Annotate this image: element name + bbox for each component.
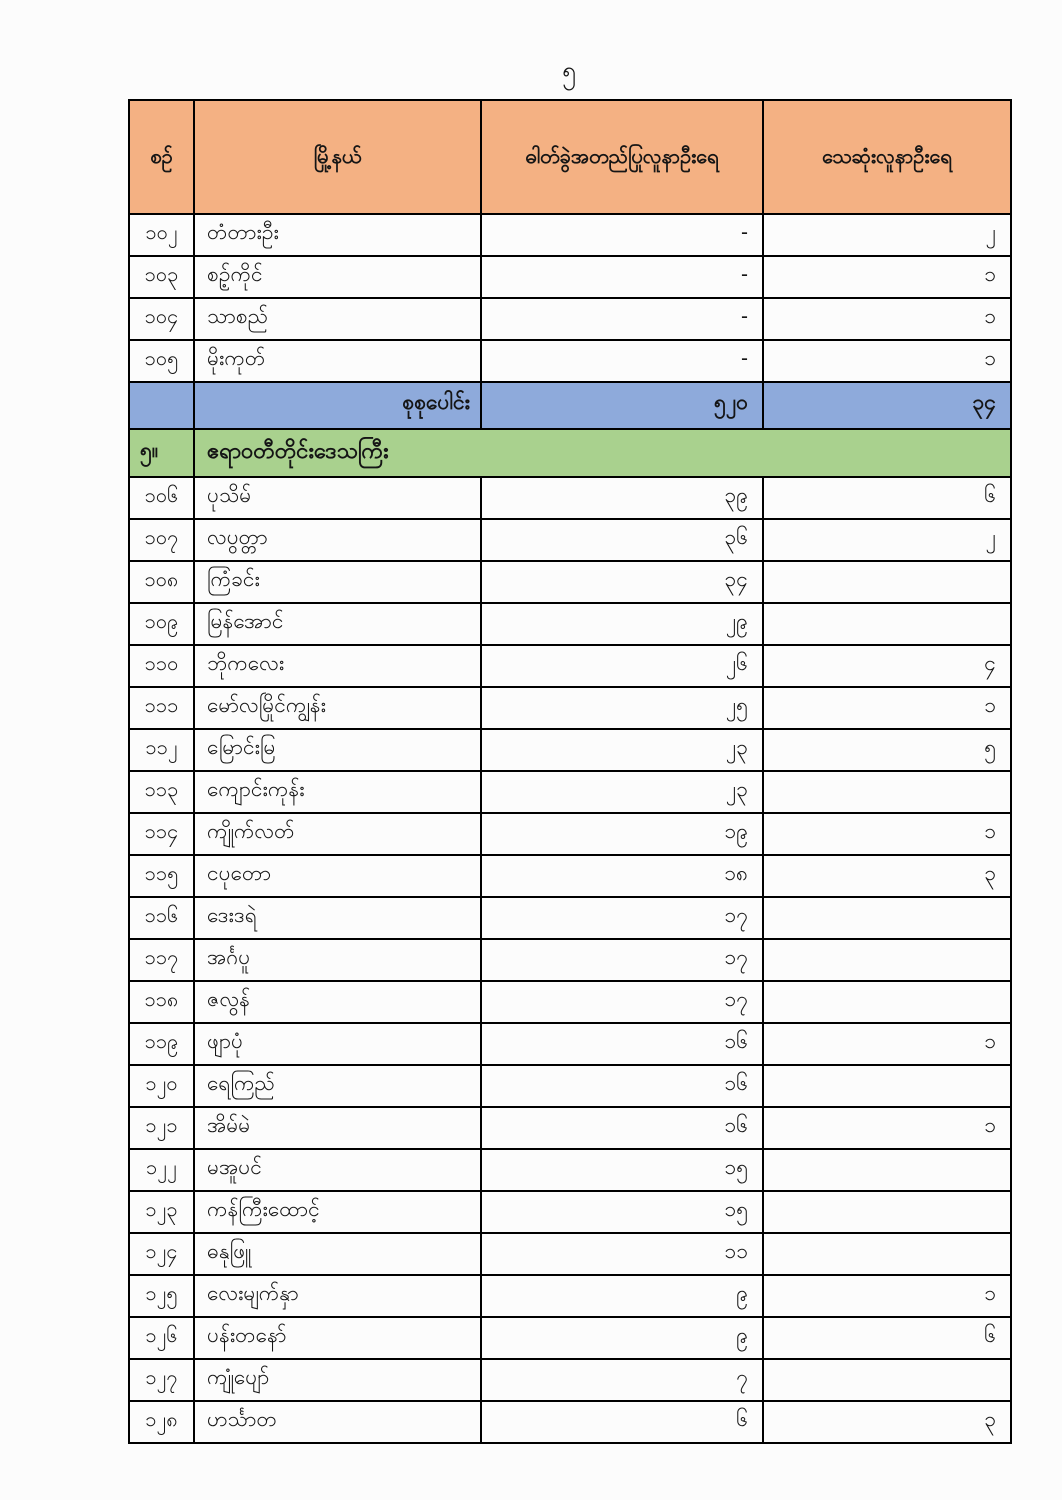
cell-confirmed-count: - [481,340,763,382]
total-confirmed-count: ၅၂၀ [481,382,763,429]
cell-township-name: ကန်ကြီးထောင့် [194,1191,481,1233]
cell-death-count [763,897,1011,939]
cell-confirmed-count: ၃၆ [481,519,763,561]
table-row [129,1023,1011,1065]
cell-death-count: ၆ [763,1317,1011,1359]
cell-serial-no: ၁၀၆ [129,477,194,519]
table-row [129,813,1011,855]
cell-serial-no: ၁၁၉ [129,1023,194,1065]
cell-confirmed-count: ၁၆ [481,1023,763,1065]
cell-confirmed-count: ၁၅ [481,1191,763,1233]
cell-confirmed-count: ၁၆ [481,1065,763,1107]
cell-serial-no: ၁၁၀ [129,645,194,687]
cell-township-name: ကျုံပျော် [194,1359,481,1401]
cell-death-count: ၂ [763,519,1011,561]
table-row [129,1065,1011,1107]
cell-death-count: ၅ [763,729,1011,771]
cell-serial-no: ၁၁၅ [129,855,194,897]
cell-township-name: ဟင်္သာတ [194,1401,481,1443]
cell-township-name: မိုးကုတ် [194,340,481,382]
header-lab-confirmed-cases: ဓါတ်ခွဲအတည်ပြုလူနာဦးရေ [481,100,763,214]
table-row [129,298,1011,340]
cell-township-name: ငပုတော [194,855,481,897]
table-row [129,477,1011,519]
cell-township-name: ဇလွန် [194,981,481,1023]
header-deaths: သေဆုံးလူနာဦးရေ [763,100,1011,214]
cell-serial-no: ၁၀၉ [129,603,194,645]
cell-death-count [763,1359,1011,1401]
table-header-row [129,100,1011,214]
cell-death-count [763,771,1011,813]
table-row [129,561,1011,603]
township-cases-table [128,99,1012,1444]
cell-serial-no: ၁၁၃ [129,771,194,813]
table-row [129,939,1011,981]
cell-confirmed-count: ၁၉ [481,813,763,855]
cell-township-name: တံတားဦး [194,214,481,256]
cell-township-name: ပန်းတနော် [194,1317,481,1359]
cell-serial-no: ၁၂၈ [129,1401,194,1443]
cell-confirmed-count: ၂၅ [481,687,763,729]
cell-serial-no: ၁၂၃ [129,1191,194,1233]
cell-confirmed-count: ၁၆ [481,1107,763,1149]
cell-death-count: ၁ [763,256,1011,298]
header-township: မြို့နယ် [194,100,481,214]
cell-death-count: ၃ [763,855,1011,897]
cell-township-name: ကြံခင်း [194,561,481,603]
cell-death-count: ၁ [763,1275,1011,1317]
table-row [129,897,1011,939]
cell-serial-no: ၁၀၃ [129,256,194,298]
cell-township-name: လေးမျက်နှာ [194,1275,481,1317]
cell-confirmed-count: ၂၃ [481,729,763,771]
cell-death-count [763,939,1011,981]
table-row [129,256,1011,298]
cell-serial-no: ၁၁၁ [129,687,194,729]
cell-death-count: ၁ [763,340,1011,382]
cell-death-count: ၁ [763,813,1011,855]
table-body [129,214,1011,1443]
cell-township-name: ဒေးဒရဲ [194,897,481,939]
header-serial-no: စဉ် [129,100,194,214]
cell-serial-no: ၁၂၅ [129,1275,194,1317]
cell-confirmed-count: ၁၇ [481,981,763,1023]
region-section-number: ၅။ [129,429,194,477]
table-row [129,1191,1011,1233]
cell-township-name: မအူပင် [194,1149,481,1191]
table-row [129,855,1011,897]
total-death-count: ၃၄ [763,382,1011,429]
region-section-row [129,429,1011,477]
cell-serial-no: ၁၁၂ [129,729,194,771]
cell-death-count [763,603,1011,645]
cell-confirmed-count: ၁၈ [481,855,763,897]
cell-serial-no: ၁၁၆ [129,897,194,939]
table-row [129,1107,1011,1149]
cell-death-count: ၃ [763,1401,1011,1443]
table-row [129,729,1011,771]
total-label: စုစုပေါင်း [194,382,481,429]
cell-serial-no: ၁၁၈ [129,981,194,1023]
cell-confirmed-count: ၉ [481,1317,763,1359]
cell-serial-no: ၁၂၂ [129,1149,194,1191]
page-number: ၅ [561,57,577,85]
table-row [129,687,1011,729]
cell-death-count: ၂ [763,214,1011,256]
cell-township-name: ကျိုက်လတ် [194,813,481,855]
cell-death-count: ၄ [763,645,1011,687]
region-section-title: ဧရာဝတီတိုင်းဒေသကြီး [194,429,1011,477]
table-row [129,1149,1011,1191]
cell-death-count: ၁ [763,298,1011,340]
cell-serial-no: ၁၀၅ [129,340,194,382]
cell-serial-no: ၁၂၆ [129,1317,194,1359]
cell-death-count [763,1065,1011,1107]
cell-confirmed-count: ၂၃ [481,771,763,813]
cell-serial-no: ၁၂၇ [129,1359,194,1401]
cell-serial-no: ၁၀၄ [129,298,194,340]
cell-confirmed-count: ၇ [481,1359,763,1401]
cell-confirmed-count: ၂၉ [481,603,763,645]
table-row [129,771,1011,813]
cell-death-count: ၁ [763,1107,1011,1149]
cell-death-count: ၁ [763,687,1011,729]
cell-death-count [763,561,1011,603]
cell-death-count: ၁ [763,1023,1011,1065]
cell-death-count [763,1233,1011,1275]
cell-township-name: စဉ့်ကိုင် [194,256,481,298]
table-row [129,340,1011,382]
cell-serial-no: ၁၂၁ [129,1107,194,1149]
cell-township-name: သာစည် [194,298,481,340]
table-row [129,603,1011,645]
cell-confirmed-count: - [481,256,763,298]
table-row [129,1359,1011,1401]
cell-serial-no: ၁၁၇ [129,939,194,981]
cell-township-name: ပုသိမ် [194,477,481,519]
cell-township-name: မော်လမြိုင်ကျွန်း [194,687,481,729]
cell-death-count [763,981,1011,1023]
cell-township-name: မြောင်းမြ [194,729,481,771]
table-row [129,1275,1011,1317]
table-row [129,1401,1011,1443]
cell-township-name: ဘိုကလေး [194,645,481,687]
cell-confirmed-count: ၂၆ [481,645,763,687]
cell-death-count: ၆ [763,477,1011,519]
cell-confirmed-count: ၃၄ [481,561,763,603]
cell-serial-no: ၁၀၈ [129,561,194,603]
cell-serial-no: ၁၂၄ [129,1233,194,1275]
table-row [129,1317,1011,1359]
total-row [129,382,1011,429]
cell-death-count [763,1149,1011,1191]
cell-confirmed-count: - [481,298,763,340]
table-row [129,519,1011,561]
cell-serial-no: ၁၀၇ [129,519,194,561]
cell-confirmed-count: ၃၉ [481,477,763,519]
table-row [129,1233,1011,1275]
cell-township-name: အိမ်မဲ [194,1107,481,1149]
cell-serial-no: ၁၁၄ [129,813,194,855]
cell-confirmed-count: ၁၁ [481,1233,763,1275]
cell-township-name: လပွတ္တာ [194,519,481,561]
cell-township-name: မြန်အောင် [194,603,481,645]
cell-township-name: ကျောင်းကုန်း [194,771,481,813]
cell-confirmed-count: ၁၇ [481,897,763,939]
cell-death-count [763,1191,1011,1233]
cell-township-name: ဖျာပုံ [194,1023,481,1065]
cell-township-name: ရေကြည် [194,1065,481,1107]
cell-confirmed-count: - [481,214,763,256]
cell-township-name: အင်္ဂပူ [194,939,481,981]
cell-confirmed-count: ၁၇ [481,939,763,981]
table-row [129,214,1011,256]
table-row [129,645,1011,687]
cell-confirmed-count: ၉ [481,1275,763,1317]
cell-serial-no: ၁၀၂ [129,214,194,256]
cell-confirmed-count: ၁၅ [481,1149,763,1191]
total-row-empty-cell [129,382,194,429]
table-row [129,981,1011,1023]
cell-township-name: ဓနုဖြူ [194,1233,481,1275]
cell-serial-no: ၁၂၀ [129,1065,194,1107]
cell-confirmed-count: ၆ [481,1401,763,1443]
